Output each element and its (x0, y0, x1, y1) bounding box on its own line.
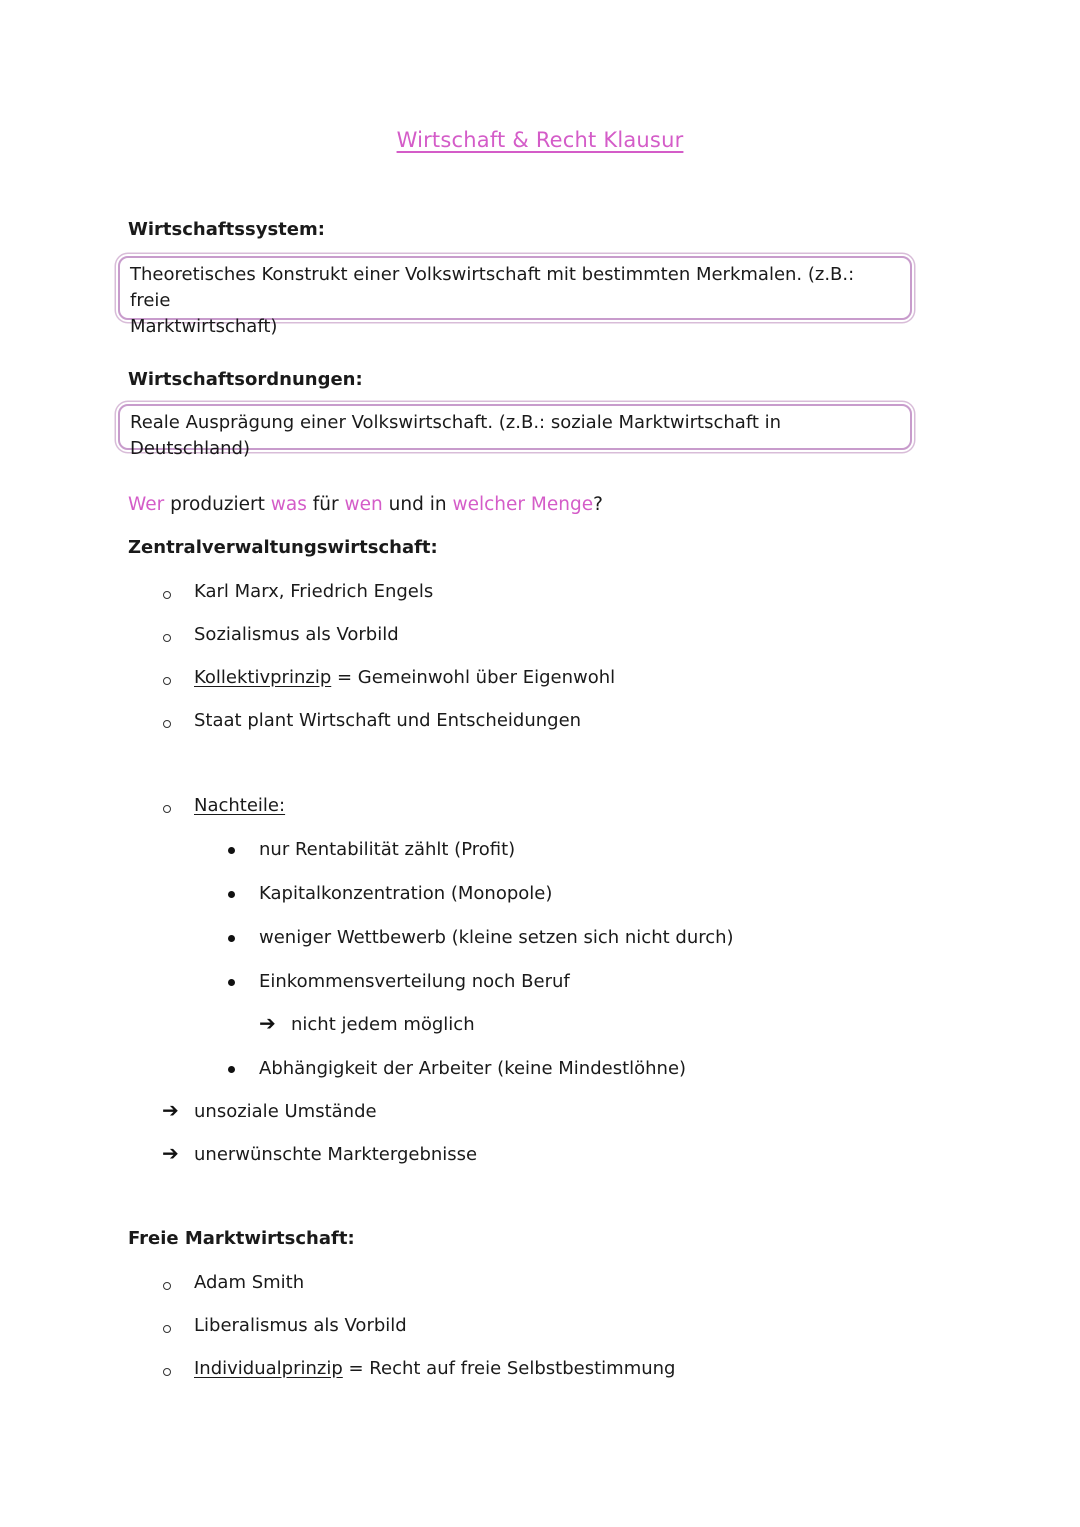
circle-bullet-icon (163, 1282, 171, 1290)
definition-box-wirtschaftsordnungen (118, 404, 912, 459)
arrow-right-icon: ➔ (162, 1141, 179, 1165)
circle-bullet-icon (163, 677, 171, 685)
bullet-icon (228, 1066, 235, 1073)
circle-bullet-icon (163, 805, 171, 813)
principle-definition: = Gemeinwohl über Eigenwohl (331, 667, 616, 688)
heading-wirtschaftssystem: Wirtschaftssystem: (128, 219, 325, 240)
arrow-right-icon: ➔ (259, 1011, 276, 1035)
question-keyword: welcher Menge (452, 494, 594, 515)
definition-box-wirtschaftssystem (118, 256, 912, 337)
question-text: und in (382, 494, 453, 515)
definition-line: Marktwirtschaft) (130, 316, 278, 337)
list-item-principle (194, 666, 615, 690)
question-text: ? (593, 494, 603, 515)
nachteil-item: weniger Wettbewerb (kleine setzen sich nicht durch) (259, 927, 734, 948)
bullet-icon (228, 935, 235, 942)
principle-definition: = Recht auf freie Selbstbestimmung (342, 1358, 676, 1379)
bullet-icon (228, 891, 235, 898)
arrow-right-icon: ➔ (162, 1098, 179, 1122)
page-title: Wirtschaft & Recht Klausur (396, 128, 684, 152)
list-item: Staat plant Wirtschaft und Entscheidungen (194, 710, 582, 731)
list-item-principle (194, 1357, 675, 1381)
bullet-icon (228, 979, 235, 986)
list-item: Adam Smith (194, 1272, 305, 1293)
sub-arrow-item: nicht jedem möglich (291, 1014, 475, 1035)
question-text: für (306, 494, 345, 515)
list-item: Sozialismus als Vorbild (194, 624, 399, 645)
list-item: Karl Marx, Friedrich Engels (194, 581, 434, 602)
question-keyword: Wer (128, 494, 165, 515)
conclusion-item: unerwünschte Marktergebnisse (194, 1144, 478, 1165)
circle-bullet-icon (163, 720, 171, 728)
definition-line: Theoretisches Konstrukt einer Volkswirtschaft mit bestimmten Merkmalen. (z.B.: freie (130, 264, 855, 311)
question-keyword: was (270, 494, 307, 515)
nachteile-label: Nachteile: (194, 795, 286, 816)
nachteil-item: Einkommensverteilung noch Beruf (259, 971, 570, 992)
heading-freie-marktwirtschaft: Freie Marktwirtschaft: (128, 1228, 355, 1249)
circle-bullet-icon (163, 1325, 171, 1333)
principle-term: Individualprinzip (194, 1358, 343, 1379)
question-text: produziert (164, 494, 271, 515)
circle-bullet-icon (163, 634, 171, 642)
nachteil-item: Abhängigkeit der Arbeiter (keine Mindestlöhne) (259, 1058, 687, 1079)
heading-wirtschaftsordnungen: Wirtschaftsordnungen: (128, 369, 363, 390)
question-keyword: wen (344, 494, 383, 515)
principle-term: Kollektivprinzip (194, 667, 332, 688)
nachteil-item: Kapitalkonzentration (Monopole) (259, 883, 553, 904)
definition-line: Reale Ausprägung einer Volkswirtschaft. (z.B.: soziale Marktwirtschaft in Deutschland) (130, 412, 782, 459)
conclusion-item: unsoziale Umstände (194, 1101, 377, 1122)
circle-bullet-icon (163, 591, 171, 599)
circle-bullet-icon (163, 1368, 171, 1376)
list-item: Liberalismus als Vorbild (194, 1315, 407, 1336)
guiding-question (128, 494, 603, 515)
nachteil-item: nur Rentabilität zählt (Profit) (259, 839, 516, 860)
heading-zentralverwaltungswirtschaft: Zentralverwaltungswirtschaft: (128, 537, 438, 558)
bullet-icon (228, 847, 235, 854)
